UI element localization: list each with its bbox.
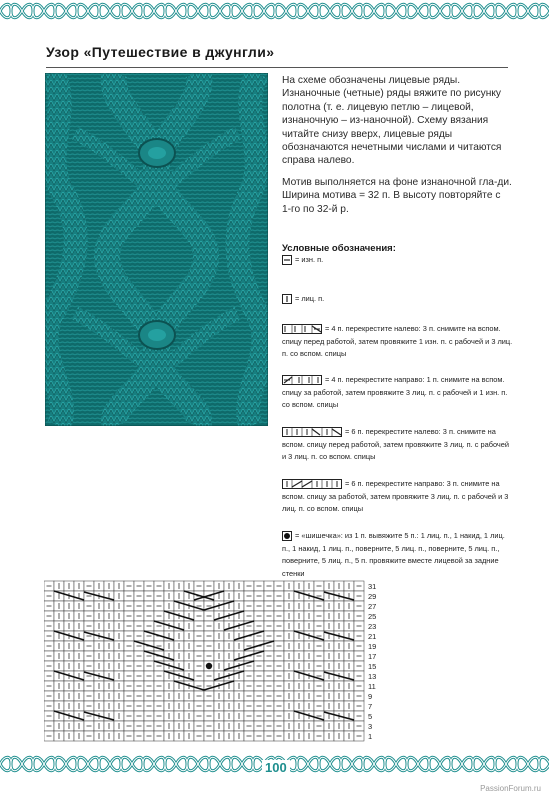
row-number: 17	[368, 652, 377, 661]
row-number: 7	[368, 702, 373, 711]
knitting-chart	[44, 579, 394, 750]
row-number: 15	[368, 662, 377, 671]
page-number: 100	[262, 760, 290, 775]
row-number: 11	[368, 682, 376, 691]
row-number: 13	[368, 672, 377, 681]
legend-item-cross-6-left	[282, 426, 514, 464]
bobble-symbol-icon	[282, 531, 292, 541]
row-number: 29	[368, 592, 377, 601]
cross-4-right-icon	[282, 375, 322, 385]
row-number: 9	[368, 692, 373, 701]
legend-text-bobble: = «шишечка»: из 1 п. вывяжите 5 п.: 1 лиц. п., 1 накид, 1 лиц. п., 1 накид, 1 лиц. п., поверните, 5 лиц. п., поверните, 5 лиц. п., поверните, 5 лиц. п., 5 п. провяжите вместе лицевой за задние стенки	[282, 531, 505, 579]
cross-4-left-icon	[282, 324, 322, 334]
knitted-fabric-image	[45, 73, 268, 426]
top-border-pattern	[0, 0, 549, 22]
legend-text-knit: = лиц. п.	[295, 294, 325, 303]
row-number: 1	[368, 732, 373, 741]
row-number: 23	[368, 622, 377, 631]
cross-6-right-icon	[282, 479, 342, 489]
knit-symbol-icon	[282, 294, 292, 304]
legend-text-cross-4-right: = 4 п. перекрестите направо: 1 п. снимите на вспом. спицу за работой, затем провяжите 3 лиц. п. с рабочей и 1 изн. п. со вспом. спицы	[282, 375, 508, 410]
row-number: 5	[368, 712, 373, 721]
row-number: 19	[368, 642, 377, 651]
legend-text-cross-4-left: = 4 п. перекрестите налево: 3 п. снимите на вспом. спицу перед работой, затем провяжите 1 изн. п. с рабочей и 3 лиц. п. со вспом. спицы	[282, 324, 513, 359]
knitting-photo	[45, 73, 268, 426]
row-number: 27	[368, 602, 377, 611]
knitting-chart-grid	[44, 579, 394, 745]
title-underline	[46, 67, 508, 68]
instructions-text	[282, 74, 512, 224]
cross-6-left-icon	[282, 427, 342, 437]
legend-item-knit	[282, 293, 324, 306]
purl-symbol-icon	[282, 255, 292, 265]
instructions-paragraph-2: Мотив выполняется на фоне изнаночной гла-ди. Ширина мотива = 32 п. В высоту повторяйте с 1-го по 32-й р.	[282, 176, 512, 215]
legend-item-cross-4-right	[282, 374, 514, 412]
row-number: 3	[368, 722, 373, 731]
legend-item-cross-4-left	[282, 323, 514, 361]
page-title: Узор «Путешествие в джунгли»	[46, 44, 275, 60]
legend-title: Условные обозначения:	[282, 243, 396, 254]
top-decorative-border	[0, 0, 549, 22]
legend-item-cross-6-right	[282, 478, 514, 516]
legend-text-cross-6-right: = 6 п. перекрестите направо: 3 п. снимите на вспом. спицу за работой, затем провяжите 3 лиц. п. с рабочей и 3 лиц. п. со вспом. спицы	[282, 479, 509, 514]
instructions-paragraph-1: На схеме обозначены лицевые ряды. Изнаночные (четные) ряды вяжите по рисунку полотна (т. е. лицевую петлю – лицевой, изнаночную – из-наночной). Схему вязания читайте снизу вверх, лицевые ряды обозначаются нечетными числами и читаются справа налево.	[282, 75, 502, 167]
legend-text-purl: = изн. п.	[295, 255, 324, 264]
row-number: 25	[368, 612, 377, 621]
watermark: PassionForum.ru	[480, 784, 541, 793]
bobble-mark	[206, 663, 212, 669]
row-number: 31	[368, 582, 377, 591]
legend-item-bobble	[282, 530, 514, 581]
legend-text-cross-6-left: = 6 п. перекрестите налево: 3 п. снимите на вспом. спицу перед работой, затем провяжите 3 лиц. п. с рабочей и 3 лиц. п. со вспом. спицы	[282, 427, 510, 462]
legend-item-purl	[282, 254, 323, 267]
row-number: 21	[368, 632, 377, 641]
